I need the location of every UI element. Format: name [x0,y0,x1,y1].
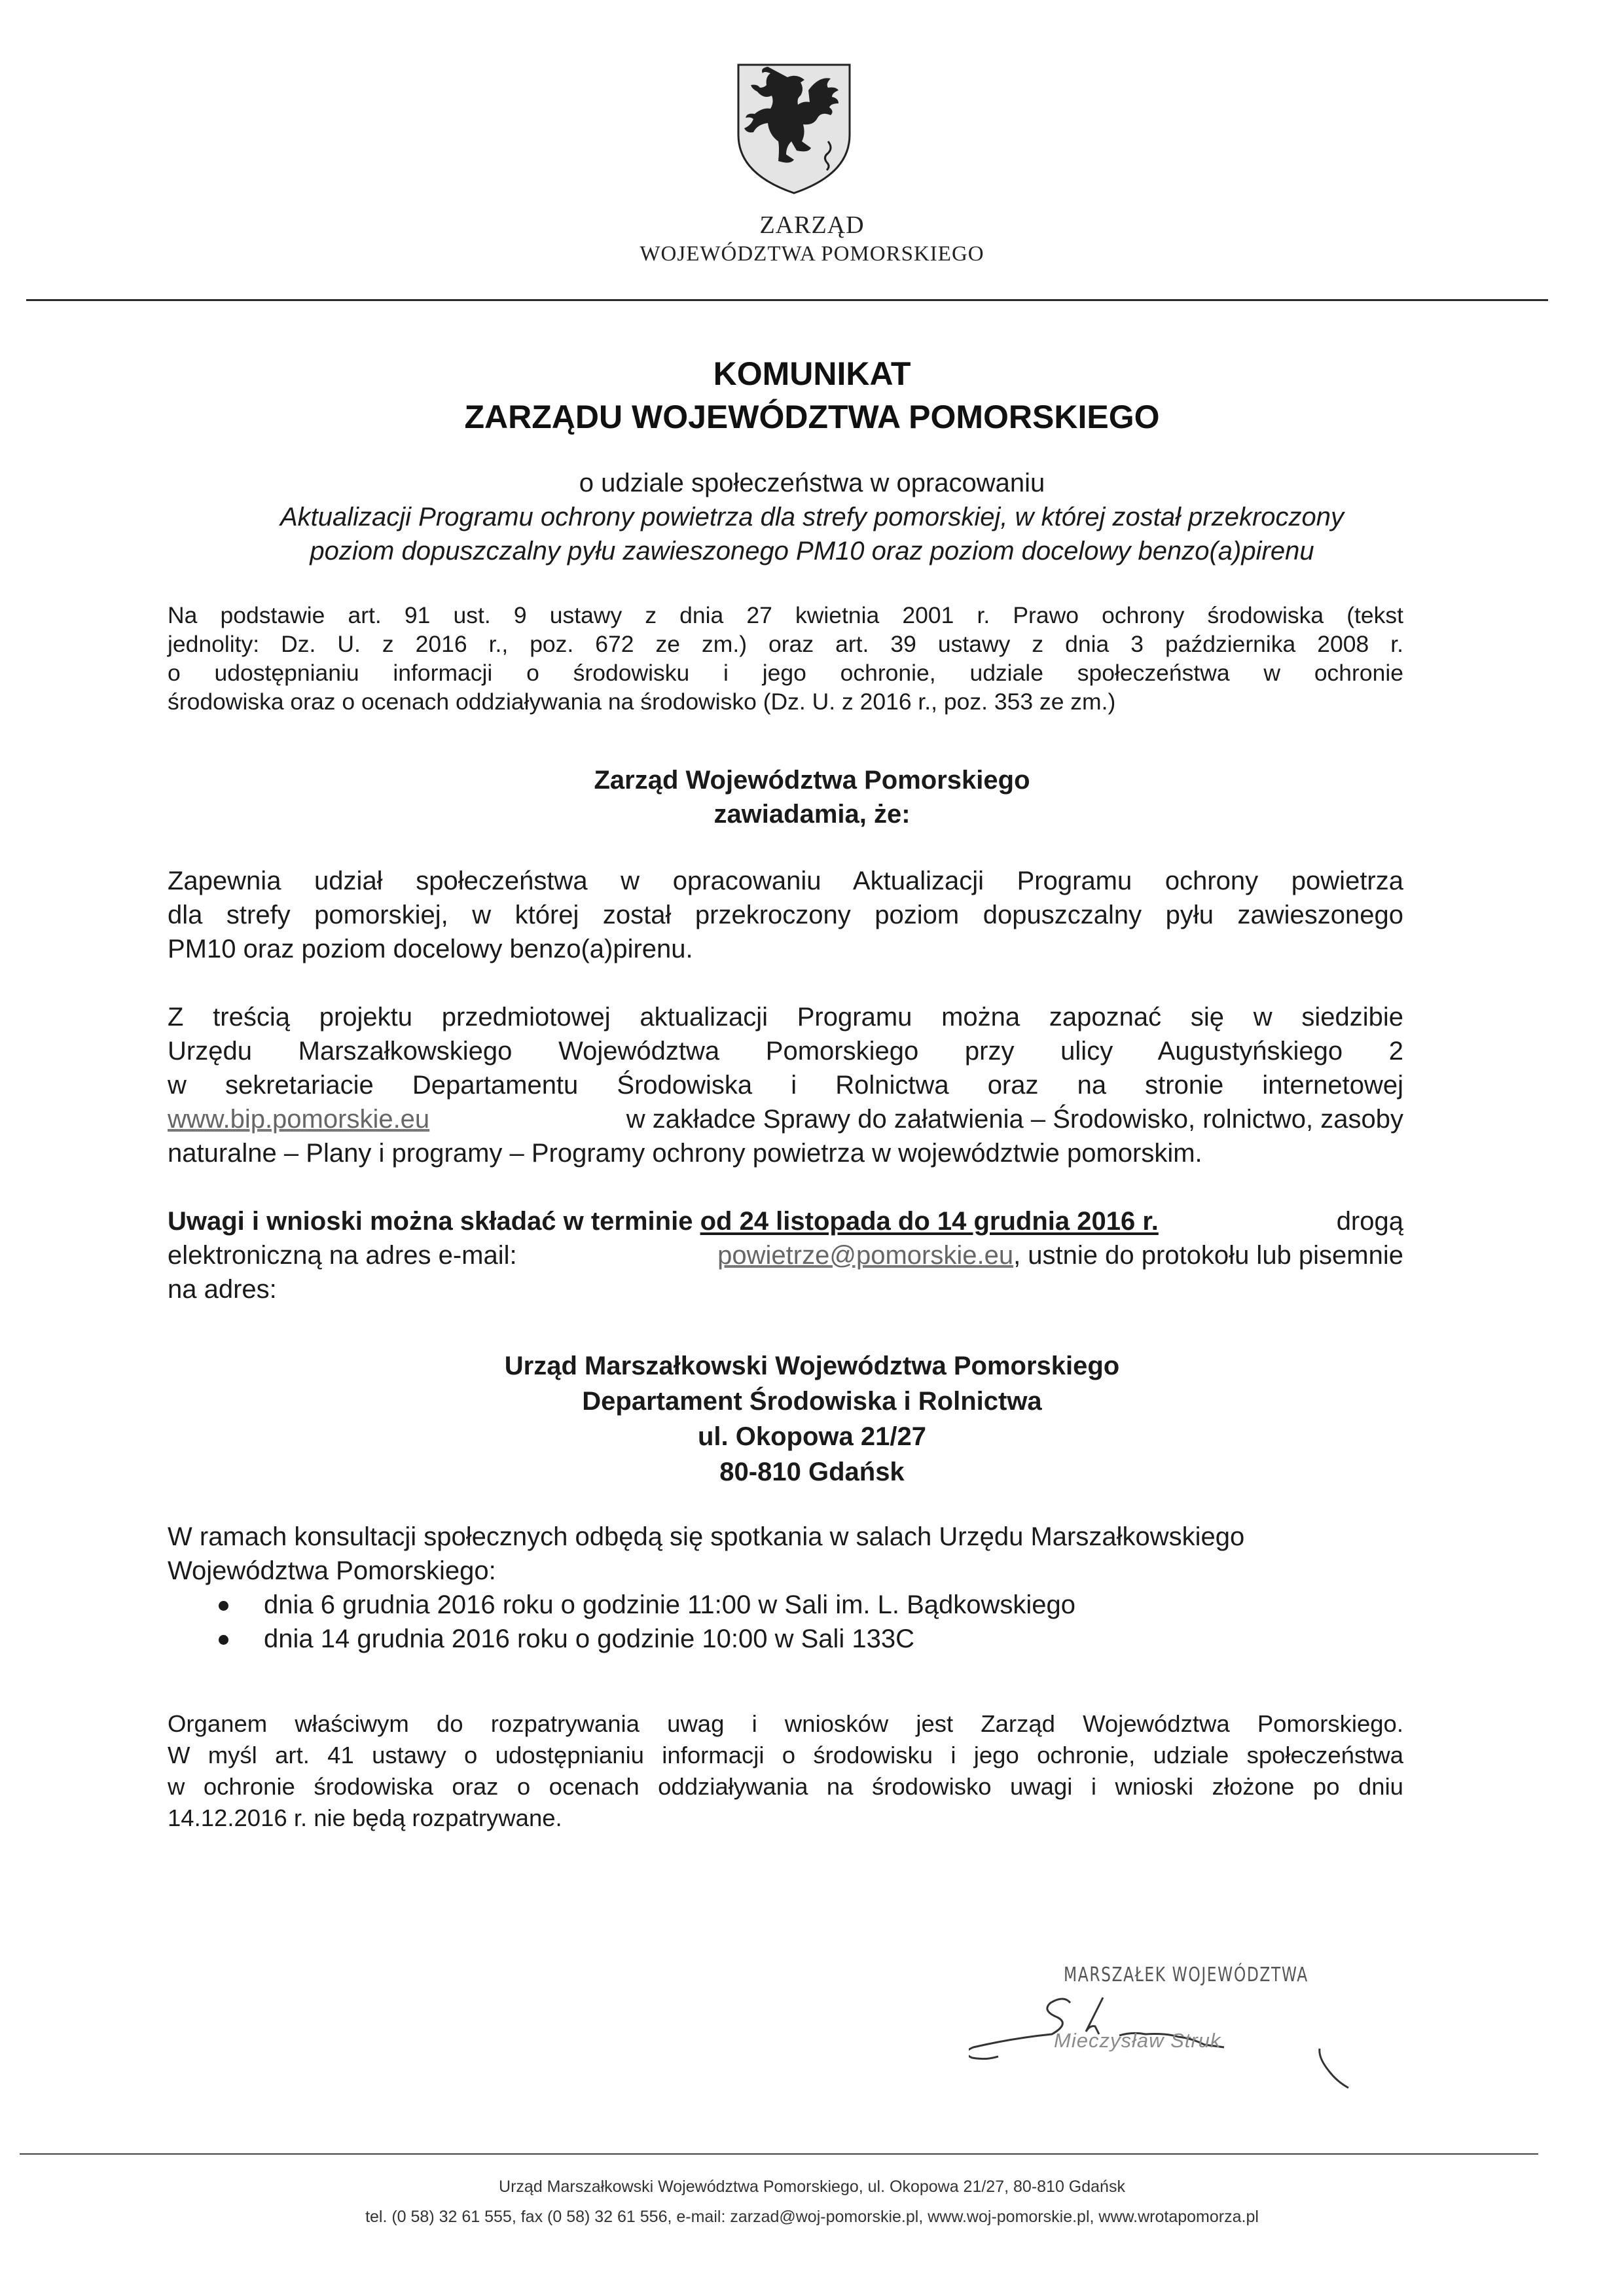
paragraph-line: Urzędu Marszałkowskiego Województwa Pomorskiego przy ulicy Augustyńskiego 2 [168,1037,1403,1066]
footer-divider [20,2153,1538,2155]
paragraph-line [168,1204,1403,1238]
title-line2: ZARZĄDU WOJEWÓDZTWA POMORSKIEGO [464,399,1160,435]
address-line4: 80-810 Gdańsk [719,1458,905,1486]
announcement-heading [0,763,1624,831]
submission-deadline: od 24 listopada do 14 grudnia 2016 r. [700,1207,1159,1236]
meetings-intro-line2: Województwa Pomorskiego: [168,1556,496,1585]
bip-website-link[interactable]: www.bip.pomorskie.eu [168,1105,430,1134]
meeting-item [168,1622,1403,1656]
paragraph-line: dla strefy pomorskiej, w której został przekroczony poziom dopuszczalny pyłu zawieszonego [168,901,1403,929]
legal-line: Na podstawie art. 91 ust. 9 ustawy z dnia 27 kwietnia 2001 r. Prawo ochrony środowiska (tekst [168,602,1403,628]
email-suffix: , ustnie do protokołu lub pisemnie [1013,1241,1403,1270]
subtitle-line2: Aktualizacji Programu ochrony powietrza dla strefy pomorskiej, w której został przekroczony [280,503,1344,531]
footer-address: Urząd Marszałkowski Województwa Pomorskiego, ul. Okopowa 21/27, 80-810 Gdańsk [499,2178,1125,2196]
paragraph-line: naturalne – Plany i programy – Programy ochrony powietrza w województwie pomorskim. [168,1139,1202,1168]
closing-line: W myśl art. 41 ustawy o udostępnianiu informacji o środowisku i jego ochronie, udziale społeczeństwa [168,1742,1403,1768]
document-title [0,352,1624,439]
subtitle-line3: poziom dopuszczalny pyłu zawieszonego PM10 oraz poziom docelowy benzo(a)pirenu [310,537,1314,565]
announcement-line2: zawiadamia, że: [713,800,911,829]
closing-line: w ochronie środowiska oraz o ocenach oddziaływania na środowisko uwagi i wnioski złożone po dniu [168,1773,1403,1800]
bullet-icon [219,1601,228,1611]
meetings-list [168,1588,1403,1656]
legal-basis-paragraph [168,601,1403,716]
submission-channel: drogą [1336,1207,1403,1236]
document-access-paragraph [168,1000,1403,1170]
paragraph-line [168,1238,1403,1272]
footer-contact [0,2172,1624,2232]
paragraph-line: w sekretariacie Departamentu Środowiska i Rolnictwa oraz na stronie internetowej [168,1071,1403,1100]
signatory-name: Mieczysław Struk [1054,2029,1221,2052]
title-line1: KOMUNIKAT [713,355,911,392]
closing-line: Organem właściwym do rozpatrywania uwag i wniosków jest Zarząd Województwa Pomorskiego. [168,1710,1403,1737]
participation-paragraph [168,864,1403,966]
email-prefix: elektroniczną na adres e-mail: [168,1241,517,1270]
header-divider [26,299,1548,301]
bullet-icon [219,1635,228,1645]
document-subtitle [118,466,1506,568]
legal-line: o udostępnianiu informacji o środowisku i jego ochronie, udziale społeczeństwa w ochronie [168,660,1403,686]
submission-lead: Uwagi i wnioski można składać w terminie [168,1207,693,1236]
subtitle-line1: o udziale społeczeństwa w opracowaniu [579,469,1045,497]
griffin-coat-of-arms-icon [736,63,852,195]
paragraph-line [168,1102,1403,1136]
meetings-intro-line1: W ramach konsultacji społecznych odbędą się spotkania w salach Urzędu Marszałkowskiego [168,1522,1245,1551]
legal-line: jednolity: Dz. U. z 2016 r., poz. 672 ze zm.) oraz art. 39 ustawy z dnia 3 października 2008 r. [168,631,1403,657]
address-line1: Urząd Marszałkowski Województwa Pomorskiego [504,1352,1120,1380]
legal-line: środowiska oraz o ocenach oddziaływania na środowisko (Dz. U. z 2016 r., poz. 353 ze zm.) [168,689,1116,715]
address-line3: ul. Okopowa 21/27 [697,1422,926,1451]
issuer-heading [0,211,1624,268]
issuer-heading-line1: ZARZĄD [759,211,865,239]
submission-email-link[interactable]: powietrze@pomorskie.eu [717,1241,1014,1270]
announcement-line1: Zarząd Województwa Pomorskiego [594,766,1030,795]
footer-contact-details: tel. (0 58) 32 61 555, fax (0 58) 32 61 556, e-mail: zarzad@woj-pomorskie.pl, www.woj-pomorskie.pl, www.wrotapomorza.pl [365,2208,1259,2226]
meeting-text: dnia 14 grudnia 2016 roku o godzinie 10:00 w Sali 133C [264,1624,915,1653]
meetings-section [168,1520,1403,1656]
closing-paragraph [168,1708,1403,1834]
address-line2: Departament Środowiska i Rolnictwa [582,1387,1042,1416]
meeting-item [168,1588,1403,1622]
closing-line: 14.12.2016 r. nie będą rozpatrywane. [168,1804,562,1831]
postal-address-block [0,1348,1624,1490]
paragraph-line: Zapewnia udział społeczeństwa w opracowaniu Aktualizacji Programu ochrony powietrza [168,867,1403,895]
paragraph-line: Z treścią projektu przedmiotowej aktualizacji Programu można zapoznać się w siedzibie [168,1003,1403,1031]
comments-submission-paragraph [168,1204,1403,1306]
paragraph-line-rest: w zakładce Sprawy do załatwienia – Środowisko, rolnictwo, zasoby [626,1105,1403,1134]
signatory-stamp-title: MARSZAŁEK WOJEWÓDZTWA [1064,1964,1308,1986]
paragraph-line: PM10 oraz poziom docelowy benzo(a)pirenu. [168,935,693,963]
meeting-text: dnia 6 grudnia 2016 roku o godzinie 11:00 w Sali im. L. Bądkowskiego [264,1590,1076,1619]
paragraph-line: na adres: [168,1275,277,1304]
issuer-heading-line2: WOJEWÓDZTWA POMORSKIEGO [640,242,984,266]
